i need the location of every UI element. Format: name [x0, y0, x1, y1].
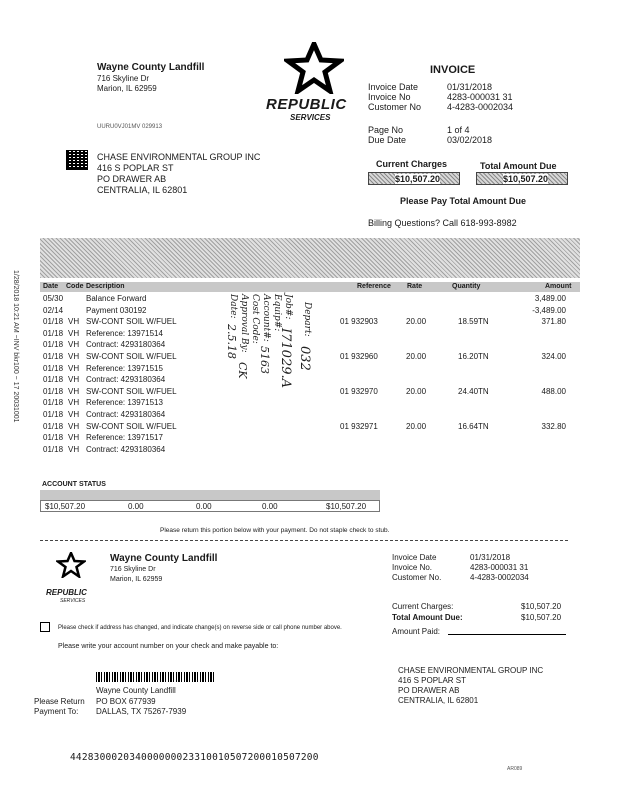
- remit-po: PO BOX 677939: [96, 697, 156, 706]
- row-description: Reference: 13971517: [86, 433, 163, 443]
- row-amount: 371.80: [541, 317, 566, 327]
- row-description: Contract: 4293180364: [86, 410, 166, 419]
- row-date: 01/18: [43, 317, 64, 327]
- col-date: Date: [43, 283, 59, 290]
- row-code: VH: [68, 352, 80, 361]
- stub-logo-sub: SERVICES: [60, 598, 86, 604]
- total-due-value: $10,507.20: [503, 174, 549, 184]
- stub-logo-word: REPUBLIC: [46, 588, 87, 597]
- stub-no-label: Invoice No.: [392, 563, 433, 572]
- due-date-label: Due Date: [368, 135, 407, 145]
- row-amount: 488.00: [541, 386, 566, 396]
- row-description: Payment 030192: [86, 305, 147, 315]
- row-code: VH: [68, 375, 80, 385]
- col-rate: Rate: [407, 283, 423, 290]
- row-date: 01/18: [43, 410, 64, 419]
- write-account-note: Please write your account number on your check and make payable to:: [58, 643, 279, 650]
- remit-name: Wayne County Landfill: [96, 686, 176, 695]
- customer-no-label: Customer No: [368, 102, 422, 112]
- current-charges-label: Current Charges: [376, 159, 448, 169]
- micr-line: 442830002034000000023310010507200010507200: [70, 752, 319, 763]
- row-rate: 20.00: [406, 386, 427, 396]
- side-print: 1/28/2018 10:21 AM ~INV bkr100 ~ 17 20031001: [12, 270, 19, 423]
- row-date: 05/30: [43, 294, 64, 303]
- row-description: Reference: 13971515: [86, 363, 163, 373]
- account-status-title: ACCOUNT STATUS: [42, 481, 106, 488]
- qr-code: [66, 150, 88, 170]
- tear-note: Please return this portion below with your payment. Do not staple check to stub.: [160, 527, 390, 534]
- due-date: 03/02/2018: [447, 135, 493, 145]
- remit-label-1: Please Return: [34, 697, 85, 706]
- row-code: VH: [68, 363, 80, 373]
- row-date: 01/18: [43, 363, 64, 373]
- invoice-no: 4283-000031 31: [447, 92, 513, 102]
- current-charges-value: $10,507.20: [395, 174, 441, 184]
- stub-cust-addr3: CENTRALIA, IL 62801: [398, 696, 479, 705]
- stamp-approved-label: Approval By:: [239, 294, 249, 353]
- status-value-4: 0.00: [262, 502, 278, 511]
- col-amount: Amount: [545, 283, 572, 290]
- account-status-header: [40, 490, 380, 500]
- row-code: VH: [68, 340, 80, 350]
- stub-total-label: Total Amount Due:: [392, 613, 463, 622]
- col-quantity: Quantity: [452, 283, 481, 290]
- col-reference: Reference: [357, 283, 391, 290]
- row-description: SW-CONT SOIL W/FUEL: [86, 421, 177, 431]
- row-reference: 01 932971: [340, 421, 378, 431]
- row-rate: 20.00: [406, 352, 427, 361]
- row-date: 01/18: [43, 421, 64, 431]
- stamp-job: I71029.A: [278, 328, 293, 389]
- pay-message: Please Pay Total Amount Due: [400, 196, 527, 206]
- current-charges-box: [368, 172, 460, 185]
- status-value-1: $10,507.20: [45, 502, 86, 511]
- logo-word: REPUBLIC: [266, 96, 347, 113]
- stamp-cost-label: Cost Code:: [250, 294, 260, 344]
- row-date: 01/18: [43, 398, 64, 408]
- star-eagle-icon: [284, 42, 344, 94]
- total-due-box: [476, 172, 568, 185]
- row-reference: 01 932903: [340, 317, 378, 327]
- message-banner: [40, 238, 580, 278]
- row-amount: -3,489.00: [532, 305, 566, 315]
- stamp-account-label: Account#:: [261, 294, 271, 342]
- row-date: 02/14: [43, 305, 64, 315]
- row-quantity: 24.40TN: [458, 386, 489, 396]
- billing-questions: Billing Questions? Call 618-993-8982: [368, 218, 517, 228]
- row-code: VH: [68, 317, 80, 327]
- stamp-approved: CK: [236, 362, 249, 379]
- row-date: 01/18: [43, 352, 64, 361]
- row-reference: 01 932960: [340, 352, 378, 361]
- row-date: 01/18: [43, 444, 64, 454]
- vendor-name: Wayne County Landfill: [97, 62, 205, 73]
- row-date: 01/18: [43, 375, 64, 385]
- stub-vendor-name: Wayne County Landfill: [110, 553, 218, 564]
- total-due-label: Total Amount Due: [480, 161, 557, 171]
- stub-total: $10,507.20: [521, 613, 562, 622]
- row-description: SW-CONT SOIL W/FUEL: [86, 317, 177, 327]
- row-reference: 01 932970: [340, 386, 378, 396]
- stub-cust: 4-4283-0002034: [470, 573, 529, 582]
- row-description: Reference: 13971514: [86, 328, 163, 338]
- page-no: 1 of 4: [447, 125, 470, 135]
- small-code: UURU0VJ01MV 029913: [97, 124, 163, 130]
- col-code: Code: [66, 283, 84, 290]
- stub-paid-label: Amount Paid:: [392, 627, 441, 636]
- corner-code: AR089: [507, 766, 523, 772]
- row-description: Contract: 4293180364: [86, 340, 166, 350]
- row-code: VH: [68, 421, 80, 431]
- customer-address-line1: 416 S POPLAR ST: [97, 163, 174, 173]
- remit-city: DALLAS, TX 75267-7939: [96, 707, 187, 716]
- address-change-checkbox[interactable]: [40, 622, 50, 632]
- row-description: SW-CONT SOIL W/FUEL: [86, 386, 177, 396]
- row-code: VH: [68, 328, 80, 338]
- approval-stamp: [226, 294, 336, 464]
- amount-paid-line[interactable]: [448, 634, 566, 635]
- row-date: 01/18: [43, 340, 64, 350]
- row-date: 01/18: [43, 433, 64, 443]
- stamp-date-label: Date:: [228, 294, 238, 319]
- row-code: VH: [68, 410, 80, 419]
- stub-cust-addr2: PO DRAWER AB: [398, 686, 460, 695]
- row-rate: 20.00: [406, 421, 427, 431]
- row-description: Balance Forward: [86, 294, 147, 303]
- stub-no: 4283-000031 31: [470, 563, 529, 572]
- row-amount: 324.00: [541, 352, 566, 361]
- customer-address-line2: PO DRAWER AB: [97, 174, 167, 184]
- invoice-date: 01/31/2018: [447, 82, 493, 92]
- row-quantity: 18.59TN: [458, 317, 489, 327]
- status-value-3: 0.00: [196, 502, 212, 511]
- row-amount: 332.80: [541, 421, 566, 431]
- stamp-account: 5163: [258, 346, 271, 374]
- republic-logo: [262, 42, 362, 122]
- stamp-date: 2.5.18: [225, 324, 238, 359]
- row-description: Contract: 4293180364: [86, 375, 166, 385]
- logo-sub: SERVICES: [290, 113, 331, 122]
- stub-vendor-addr1: 716 Skyline Dr: [110, 566, 156, 573]
- customer-no: 4-4283-0002034: [447, 102, 514, 112]
- row-quantity: 16.20TN: [458, 352, 489, 361]
- row-code: VH: [68, 398, 80, 408]
- row-date: 01/18: [43, 328, 64, 338]
- row-code: VH: [68, 433, 80, 443]
- row-description: SW-CONT SOIL W/FUEL: [86, 352, 177, 361]
- stub-date-label: Invoice Date: [392, 553, 437, 562]
- stamp-depart: 032: [297, 346, 312, 371]
- remit-label-2: Payment To:: [34, 707, 79, 716]
- address-change-note: Please check if address has changed, and indicate change(s) on reverse side or call phone number above.: [58, 625, 342, 631]
- stub-cust-label: Customer No.: [392, 573, 442, 582]
- stamp-depart-label: Depart:: [302, 302, 312, 337]
- customer-address-line3: CENTRALIA, IL 62801: [97, 185, 188, 195]
- row-rate: 20.00: [406, 317, 427, 327]
- col-description: Description: [86, 283, 125, 290]
- stub-cust-addr1: 416 S POPLAR ST: [398, 676, 467, 685]
- row-date: 01/18: [43, 386, 64, 396]
- status-value-5: $10,507.20: [326, 502, 367, 511]
- vendor-address-line1: 716 Skyline Dr: [97, 74, 150, 83]
- stub-current: $10,507.20: [521, 602, 562, 611]
- stub-date: 01/31/2018: [470, 553, 511, 562]
- customer-name: CHASE ENVIRONMENTAL GROUP INC: [97, 152, 261, 162]
- row-description: Reference: 13971513: [86, 398, 163, 408]
- row-code: VH: [68, 444, 80, 454]
- row-description: Contract: 4293180364: [86, 444, 166, 454]
- stamp-equip-label: Equip#:: [272, 294, 282, 332]
- row-code: VH: [68, 386, 80, 396]
- stub-vendor-addr2: Marion, IL 62959: [110, 576, 163, 583]
- stub-star-icon: [56, 552, 86, 578]
- row-amount: 3,489.00: [534, 294, 566, 303]
- invoice-date-label: Invoice Date: [368, 82, 419, 92]
- remit-barcode: [96, 672, 216, 682]
- status-value-2: 0.00: [128, 502, 144, 511]
- vendor-address-line2: Marion, IL 62959: [97, 84, 157, 93]
- stamp-job-label: Job#:: [283, 294, 293, 320]
- row-quantity: 16.64TN: [458, 421, 489, 431]
- stub-cust-name: CHASE ENVIRONMENTAL GROUP INC: [398, 666, 544, 675]
- page-no-label: Page No: [368, 125, 404, 135]
- invoice-title: INVOICE: [430, 64, 476, 76]
- invoice-no-label: Invoice No: [368, 92, 411, 102]
- stub-current-label: Current Charges:: [392, 602, 454, 611]
- tear-line: [40, 540, 568, 541]
